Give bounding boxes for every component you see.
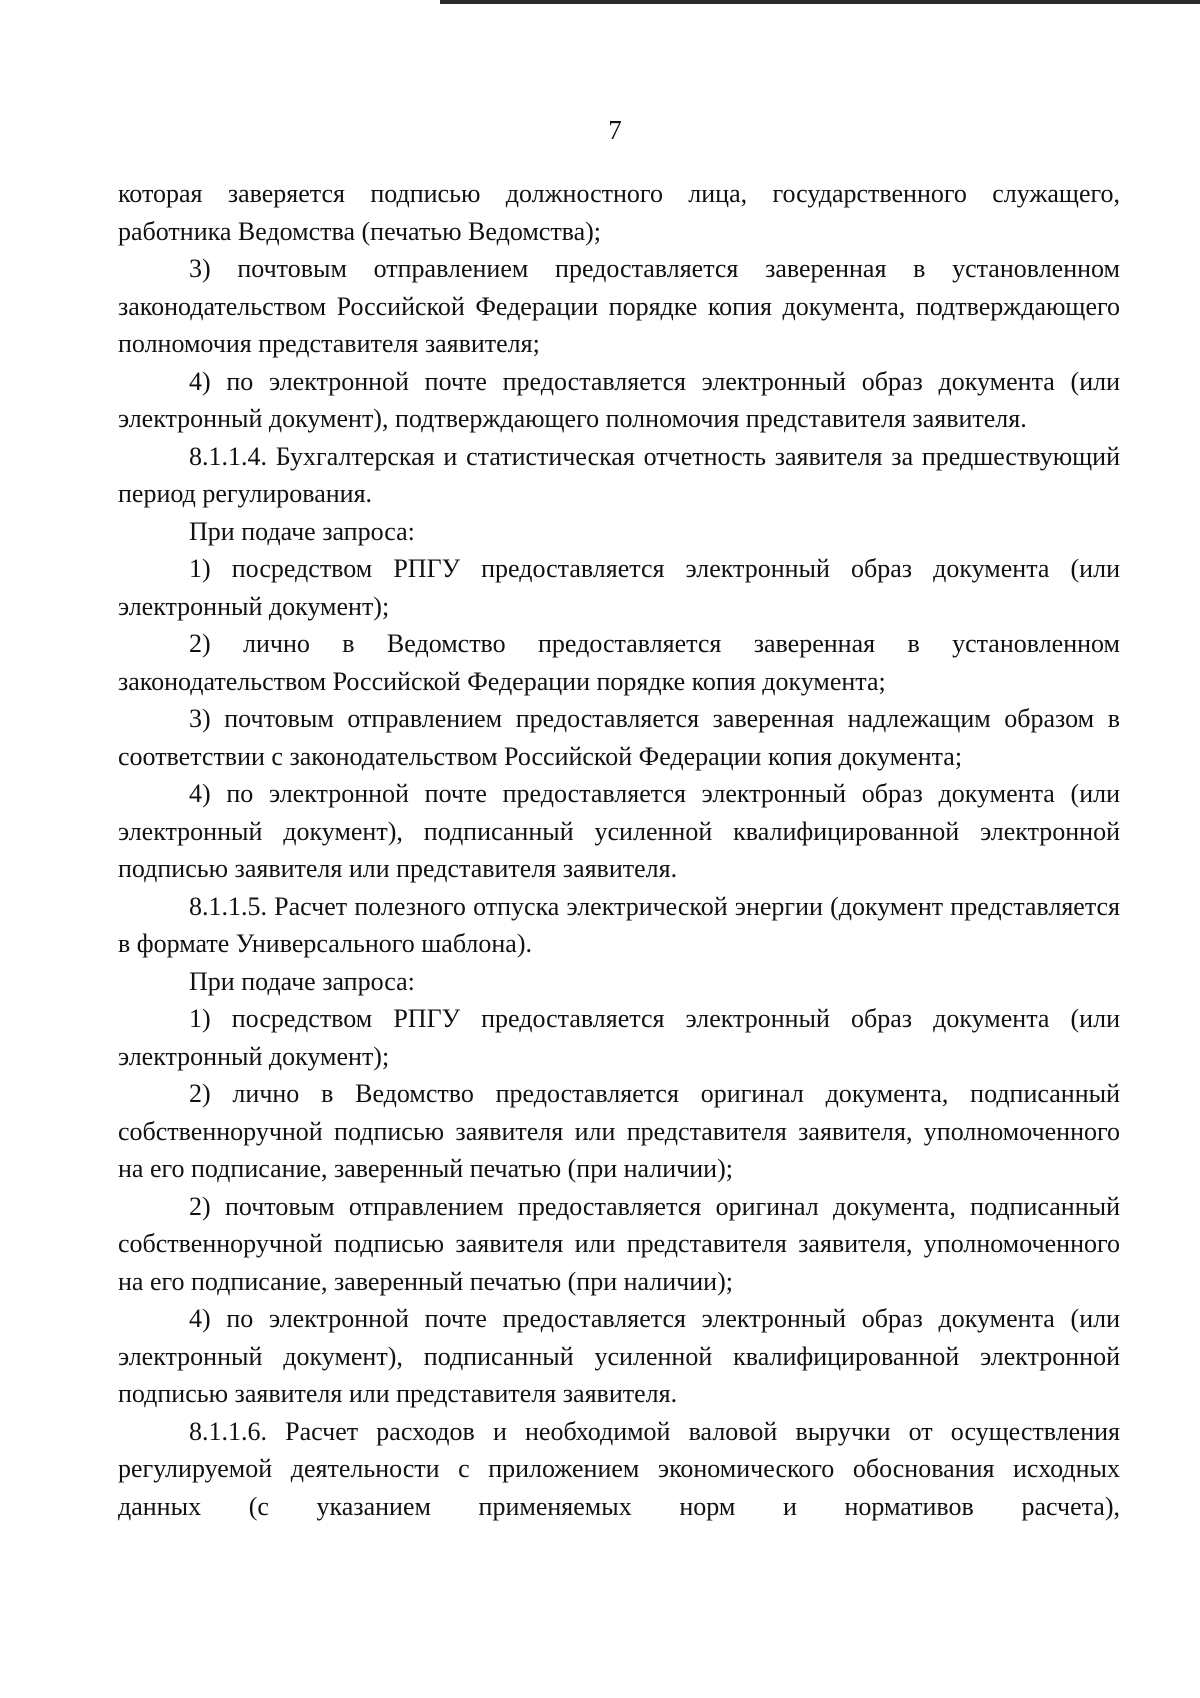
paragraph: 2) почтовым отправлением предоставляется оригинал документа, подписанный собственноручной подписью заявителя или представителя заявителя, уполномоченного на его подписание, заверенный печатью (при наличии); <box>118 1191 1120 1296</box>
paragraph: 8.1.1.6. Расчет расходов и необходимой валовой выручки от осуществления регулируемой деятельности с приложением экономического обоснования исходных данных (с указанием применяемых норм и нормативов расчета), <box>118 1416 1120 1521</box>
paragraph: 1) посредством РПГУ предоставляется электронный образ документа (или электронный документ); <box>118 1004 1120 1071</box>
paragraph: 8.1.1.5. Расчет полезного отпуска электрической энергии (документ представляется в формате Универсального шаблона). <box>118 891 1120 958</box>
top-border-line <box>440 0 1200 4</box>
paragraph: 4) по электронной почте предоставляется электронный образ документа (или электронный документ), подписанный усиленной квалифицированной электронной подписью заявителя или представителя заявителя. <box>118 779 1120 883</box>
paragraph: 1) посредством РПГУ предоставляется электронный образ документа (или электронный документ); <box>118 554 1120 621</box>
page-number: 7 <box>608 115 622 145</box>
paragraph: 3) почтовым отправлением предоставляется заверенная надлежащим образом в соответствии с законодательством Российской Федерации копия документа; <box>118 704 1120 771</box>
paragraph: При подаче запроса: <box>189 516 415 546</box>
document-body <box>118 175 1120 1525</box>
paragraph: 3) почтовым отправлением предоставляется заверенная в установленном законодательством Российской Федерации порядке копия документа, подтверждающего полномочия представителя заявителя; <box>118 254 1120 358</box>
paragraph: 2) лично в Ведомство предоставляется заверенная в установленном законодательством Российской Федерации порядке копия документа; <box>118 629 1120 696</box>
paragraph: которая заверяется подписью должностного лица, государственного служащего, работника Ведомства (печатью Ведомства); <box>118 179 1120 246</box>
paragraph: 4) по электронной почте предоставляется электронный образ документа (или электронный документ), подтверждающего полномочия представителя заявителя. <box>118 366 1120 433</box>
paragraph: 2) лично в Ведомство предоставляется оригинал документа, подписанный собственноручной подписью заявителя или представителя заявителя, уполномоченного на его подписание, заверенный печатью (при наличии); <box>118 1079 1120 1183</box>
paragraph: 8.1.1.4. Бухгалтерская и статистическая отчетность заявителя за предшествующий период регулирования. <box>118 441 1120 508</box>
paragraph: 4) по электронной почте предоставляется электронный образ документа (или электронный документ), подписанный усиленной квалифицированной электронной подписью заявителя или представителя заявителя. <box>118 1304 1120 1408</box>
paragraph: При подаче запроса: <box>189 966 415 996</box>
